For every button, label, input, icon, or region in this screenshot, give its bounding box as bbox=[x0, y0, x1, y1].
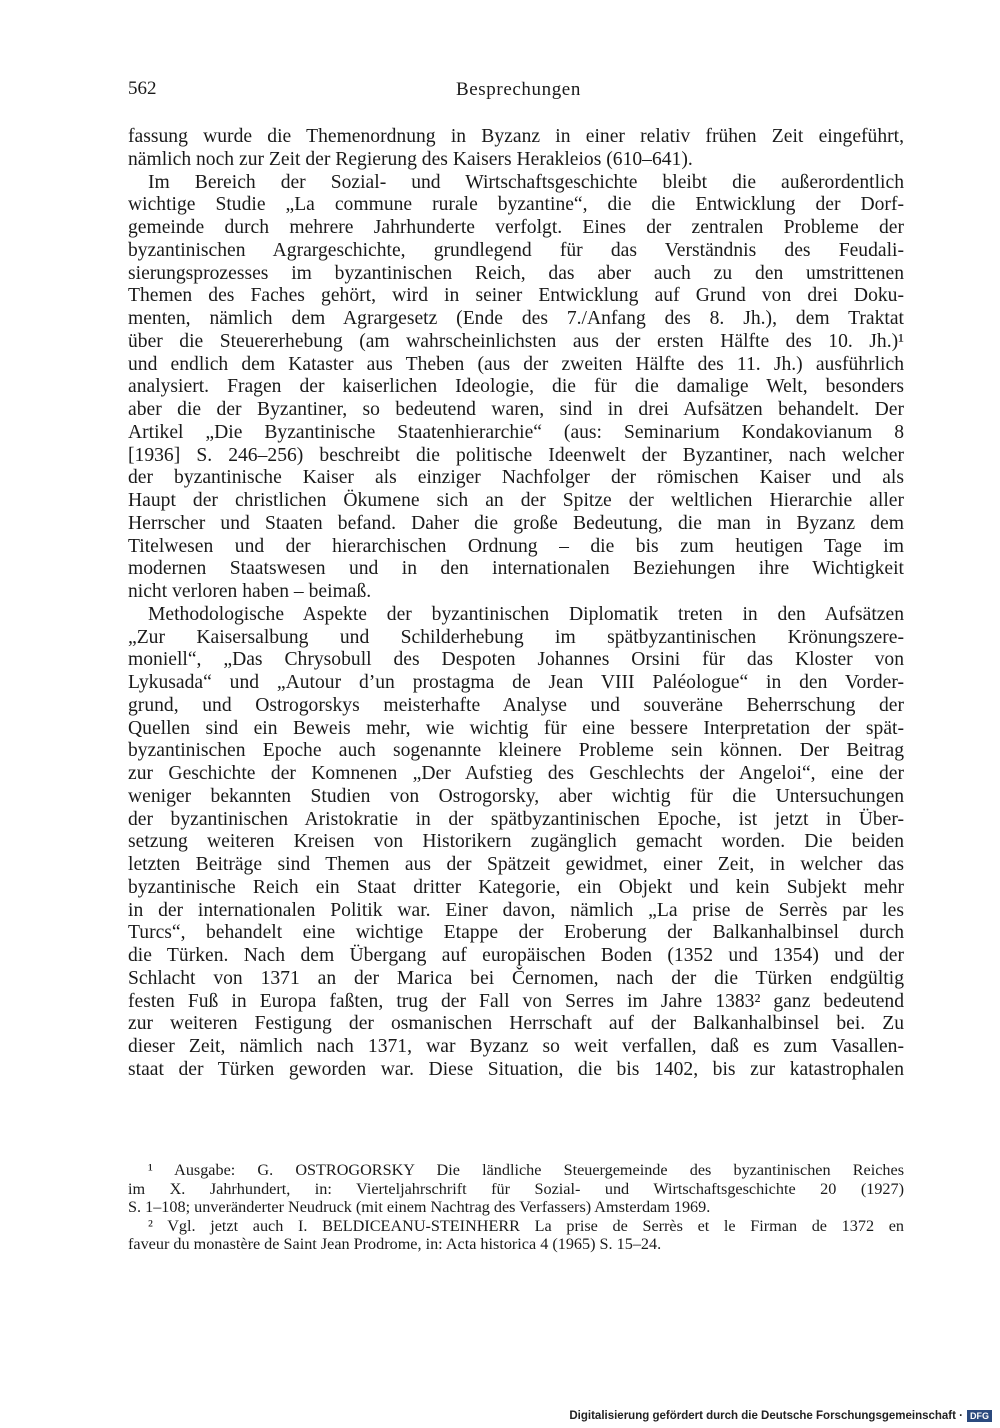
text-line: Herrscher und Staaten befand. Daher die große Bedeutung, die man in Byzanz dem bbox=[128, 512, 904, 534]
text-line: über die Steuererhebung (am wahrscheinlichsten aus der ersten Hälfte des 10. Jh.)¹ bbox=[128, 330, 904, 352]
text-line: weniger bekannten Studien von Ostrogorsky, aber wichtig für die Untersuchungen bbox=[128, 785, 904, 807]
running-title: Besprechungen bbox=[456, 79, 581, 100]
text-line: grund, und Ostrogorskys meisterhafte Analyse und souveräne Beherrschung der bbox=[128, 694, 904, 716]
text-line: die Türken. Nach dem Übergang auf europäischen Boden (1352 und 1354) und der bbox=[128, 945, 904, 966]
text-line: Artikel „Die Byzantinische Staatenhierarchie“ (aus: Seminarium Kondakovianum 8 bbox=[128, 421, 904, 443]
text-line: Haupt der christlichen Ökumene sich an der Spitze der weltlichen Hierarchie aller bbox=[128, 490, 904, 511]
footnote-line: ¹ Ausgabe: G. OSTROGORSKY Die ländliche Steuergemeinde des byzantinischen Reiches bbox=[148, 1161, 904, 1179]
text-line: gemeinde durch mehrere Jahrhunderte verfolgt. Eines der zentralen Probleme der bbox=[128, 217, 904, 238]
footnote-line: S. 1–108; unveränderter Neudruck (mit einem Nachtrag des Verfassers) Amsterdam 1969. bbox=[128, 1198, 711, 1217]
text-line: Schlacht von 1371 an der Marica bei Černomen, nach der die Türken endgültig bbox=[128, 967, 904, 989]
text-line: festen Fuß in Europa faßten, trug der Fall von Serres im Jahre 1383² ganz bedeutend bbox=[128, 990, 904, 1012]
text-line: byzantinische Reich ein Staat dritter Kategorie, ein Objekt und kein Subjekt mehr bbox=[128, 876, 904, 898]
text-line: Themen des Faches gehört, wird in seiner Entwicklung auf Grund von drei Doku- bbox=[128, 285, 904, 307]
text-line: zur Geschichte der Komnenen „Der Aufstieg des Geschlechts der Angeloi“, eine der bbox=[128, 763, 904, 784]
text-line: Methodologische Aspekte der byzantinischen Diplomatik treten in den Aufsätzen bbox=[148, 603, 904, 625]
text-line: wichtige Studie „La commune rurale byzantine“, die die Entwicklung der Dorf- bbox=[128, 194, 904, 216]
text-line: [1936] S. 246–256) beschreibt die politische Ideenwelt der Byzantiner, nach welcher bbox=[128, 444, 904, 466]
text-line: fassung wurde die Themenordnung in Byzanz in einer relativ frühen Zeit eingeführt, bbox=[128, 126, 904, 147]
text-line: nicht verloren haben – beimaß. bbox=[128, 581, 372, 602]
text-line: der byzantinischen Aristokratie in der spätbyzantinischen Epoche, ist jetzt in Über- bbox=[128, 808, 904, 830]
text-line: Im Bereich der Sozial- und Wirtschaftsgeschichte bleibt die außerordentlich bbox=[148, 171, 904, 193]
text-line: setzung weiteren Kreisen von Historikern zugänglich gemacht worden. Die beiden bbox=[128, 831, 904, 853]
body-text bbox=[128, 126, 904, 1082]
text-line: Quellen sind ein Beweis mehr, wie wichtig für eine bessere Interpretation der spät- bbox=[128, 717, 904, 739]
text-line: der byzantinische Kaiser als einziger Nachfolger der römischen Kaiser und als bbox=[128, 467, 904, 489]
text-line: und endlich dem Kataster aus Theben (aus der zweiten Hälfte des 11. Jh.) ausführlich bbox=[128, 353, 904, 375]
text-line: aber die der Byzantiner, so bedeutend waren, sind in drei Aufsätzen behandelt. Der bbox=[128, 399, 904, 420]
footnote-line: im X. Jahrhundert, in: Vierteljahrschrift für Sozial- und Wirtschaftsgeschichte 20 (1927) bbox=[128, 1179, 904, 1198]
footnote-line: ² Vgl. jetzt auch I. BELDICEANU-STEINHERR La prise de Serrès et le Firman de 1372 en bbox=[148, 1216, 904, 1235]
digitization-credit bbox=[569, 1410, 992, 1422]
text-line: byzantinischen Agrargeschichte, grundlegend für das Verständnis des Feudali- bbox=[128, 239, 904, 261]
credit-text: Digitalisierung gefördert durch die Deutsche Forschungsgemeinschaft · bbox=[569, 1410, 963, 1422]
text-line: menten, nämlich dem Agrargesetz (Ende des 7./Anfang des 8. Jh.), dem Traktat bbox=[128, 308, 904, 329]
text-line: in der internationalen Politik war. Einer davon, nämlich „La prise de Serrès par les bbox=[128, 899, 904, 921]
text-line: Lykusada“ und „Autour d’un prostagma de Jean VIII Paléologue“ in den Vorder- bbox=[128, 672, 904, 693]
text-line: modernen Staatswesen und in den internationalen Beziehungen ihre Wichtigkeit bbox=[128, 558, 904, 580]
text-line: staat der Türken geworden war. Diese Situation, die bis 1402, bis zur katastrophalen bbox=[128, 1058, 904, 1080]
footnote-line: faveur du monastère de Saint Jean Prodrome, in: Acta historica 4 (1965) S. 15–24. bbox=[128, 1235, 662, 1254]
text-line: nämlich noch zur Zeit der Regierung des Kaisers Herakleios (610–641). bbox=[128, 148, 693, 170]
text-line: Turcs“, behandelt eine wichtige Etappe der Eroberung der Balkanhalbinsel durch bbox=[128, 922, 904, 944]
text-line: Titelwesen und der hierarchischen Ordnung – die bis zum heutigen Tage im bbox=[128, 535, 904, 557]
footnotes bbox=[128, 1161, 904, 1254]
text-line: dieser Zeit, nämlich nach 1371, war Byzanz so weit verfallen, daß es zum Vasallen- bbox=[128, 1036, 904, 1057]
text-line: letzten Beiträge sind Themen aus der Spätzeit gewidmet, einer Zeit, in welcher das bbox=[128, 854, 904, 875]
text-line: byzantinischen Epoche auch sogenannte kleinere Probleme sein können. Der Beitrag bbox=[128, 740, 904, 762]
text-line: moniell“, „Das Chrysobull des Despoten Johannes Orsini für das Kloster von bbox=[128, 649, 904, 671]
text-line: „Zur Kaisersalbung und Schilderhebung im spätbyzantinischen Krönungszere- bbox=[128, 626, 904, 648]
text-line: sierungsprozesses im byzantinischen Reich, das aber auch zu den umstrittenen bbox=[128, 262, 904, 284]
dfg-logo: DFG bbox=[967, 1410, 992, 1422]
text-line: analysiert. Fragen der kaiserlichen Ideologie, die für die damalige Welt, besonders bbox=[128, 376, 904, 398]
text-line: zur weiteren Festigung der osmanischen Herrschaft auf der Balkanhalbinsel bei. Zu bbox=[128, 1013, 904, 1035]
page-number: 562 bbox=[128, 78, 157, 99]
